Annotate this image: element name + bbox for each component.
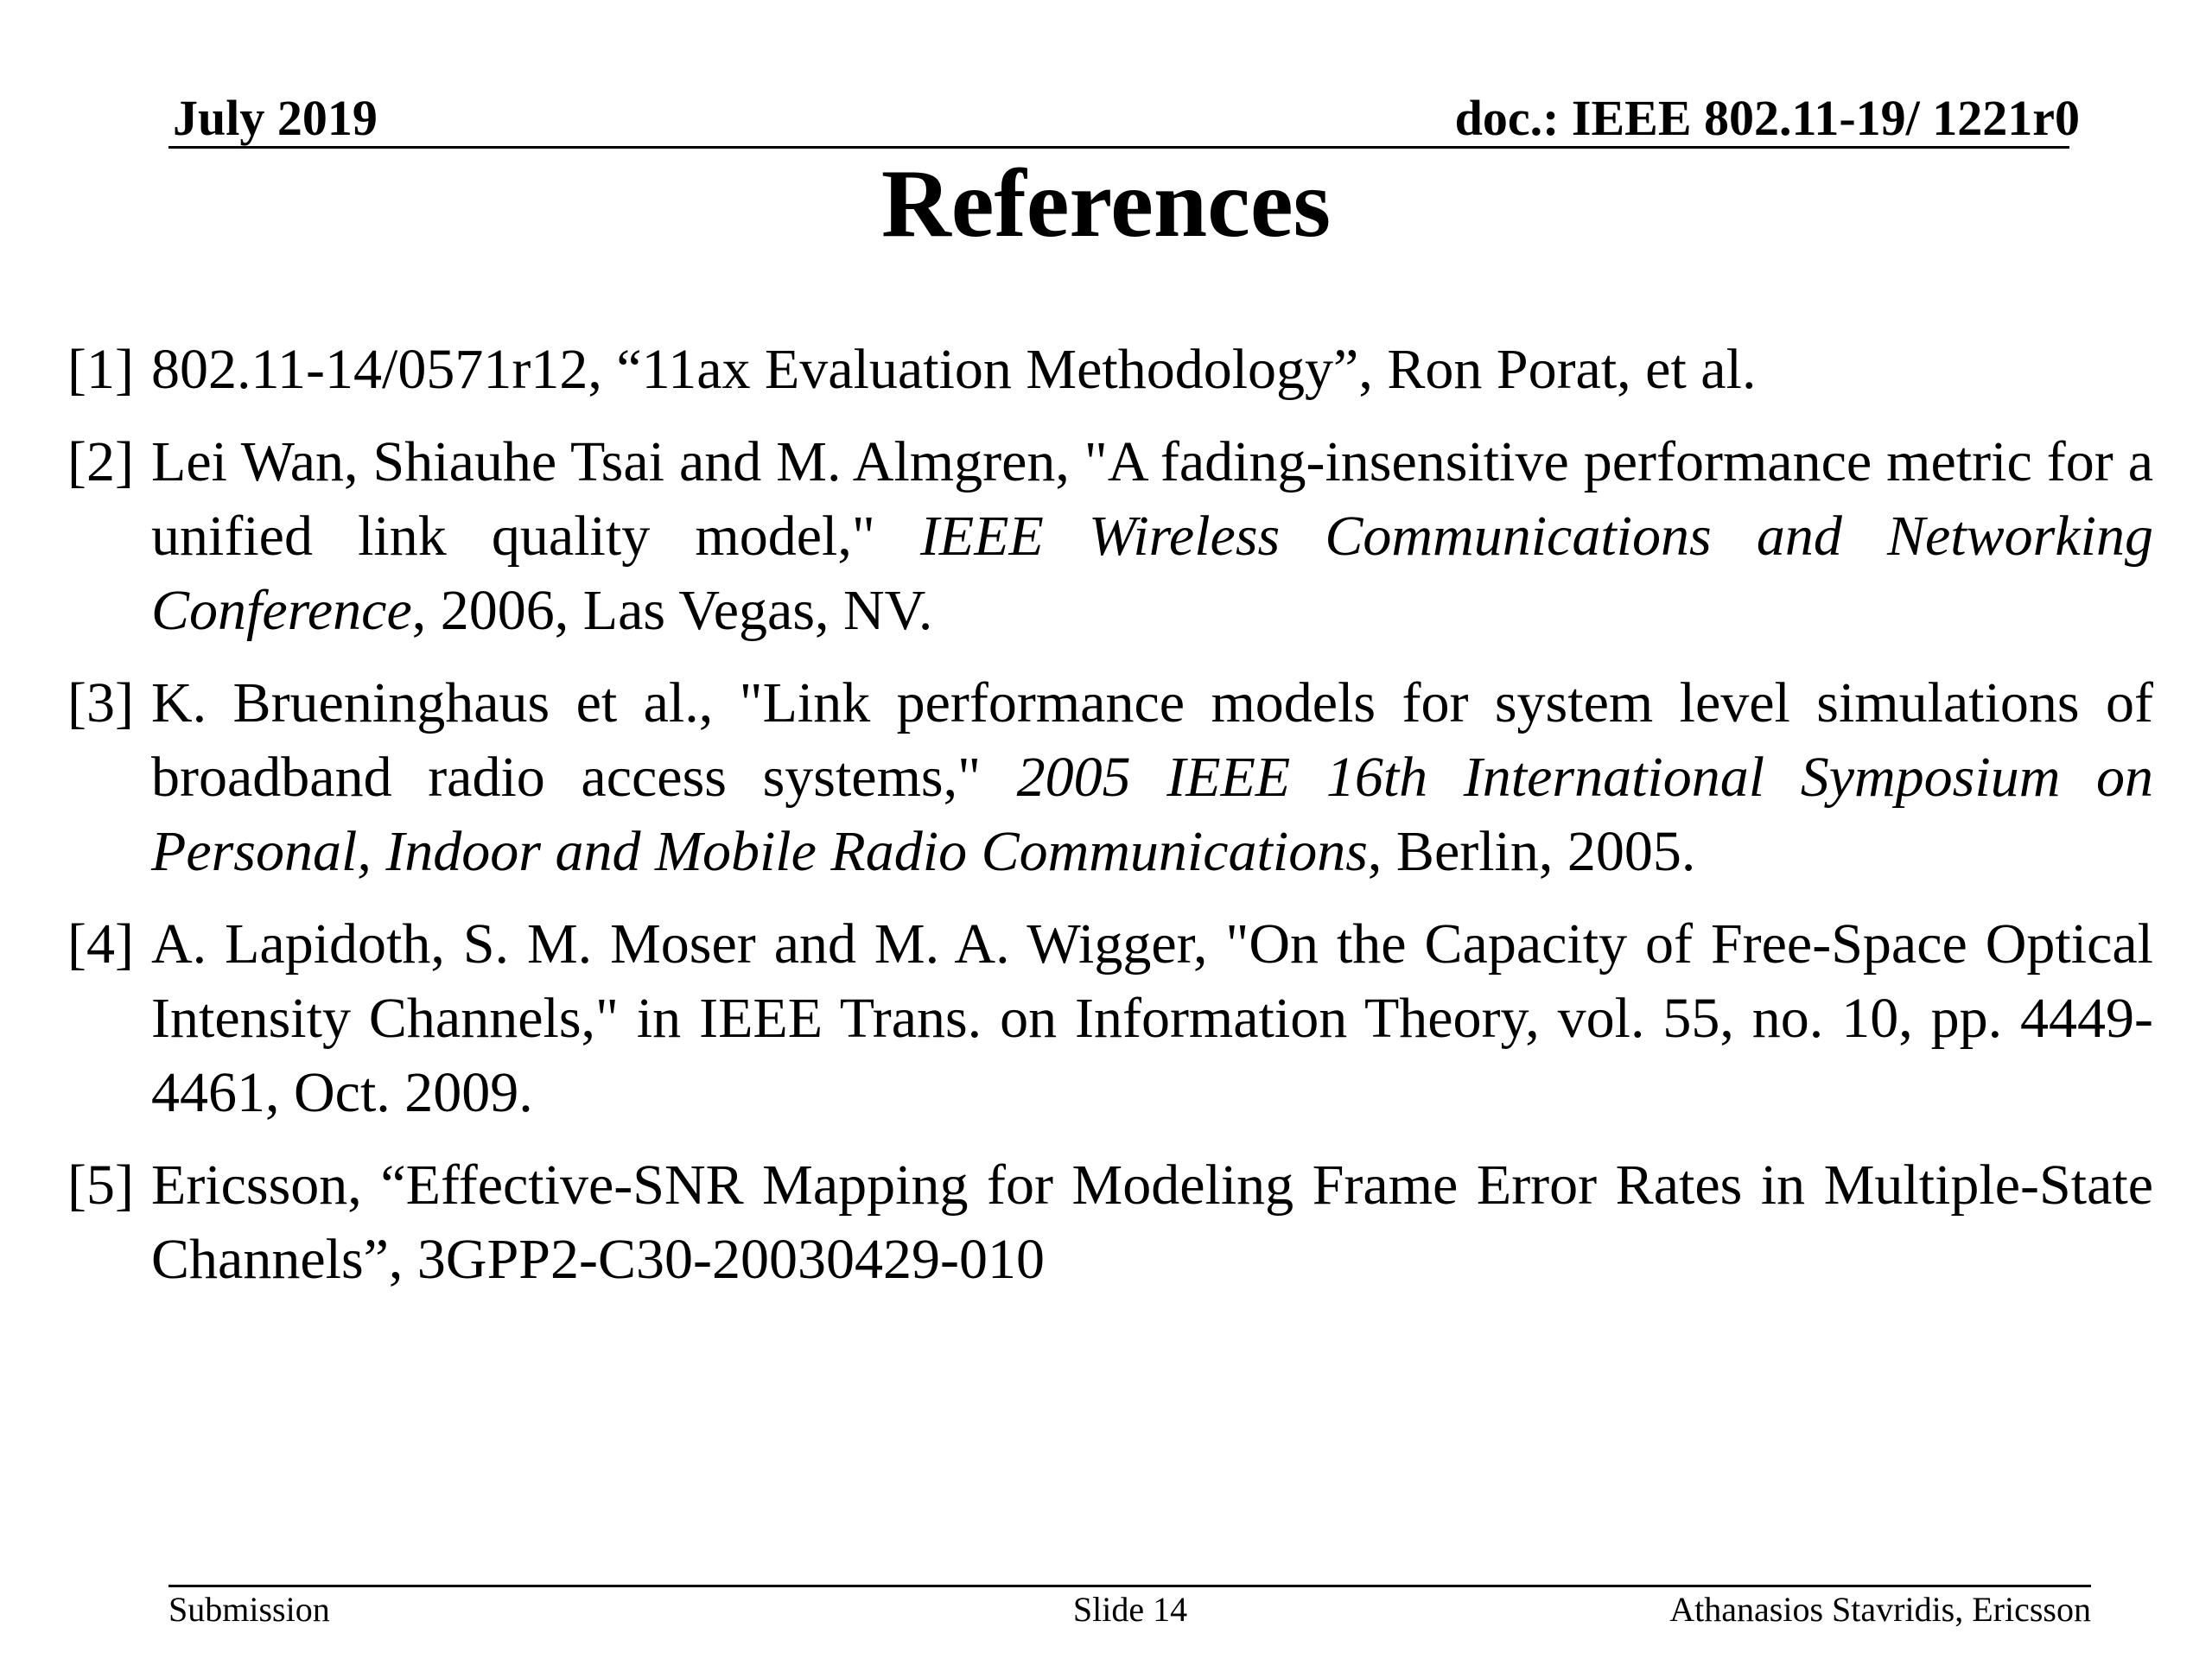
header-divider bbox=[168, 146, 2069, 149]
reference-number: [1] bbox=[67, 338, 134, 401]
header-doc-id: doc.: IEEE 802.11-19/ 1221r0 bbox=[1454, 90, 2080, 146]
reference-item bbox=[67, 666, 2153, 889]
footer-submission: Submission bbox=[168, 1590, 330, 1629]
reference-venue: IEEE Wireless Communications and Networking Conference bbox=[151, 505, 2153, 642]
reference-segment: , 2006, Las Vegas, NV. bbox=[411, 579, 933, 642]
reference-item bbox=[67, 425, 2153, 648]
reference-text bbox=[151, 907, 2153, 1130]
reference-number: [3] bbox=[67, 671, 134, 734]
reference-segment: A. Lapidoth, S. M. Moser and M. A. Wigger, "On the Capacity of Free-Space Optical Intensity Channels," in IEEE Trans. on Information Theory, vol. 55, no. 10, pp. 4449-4461, Oct. 2009. bbox=[151, 912, 2153, 1124]
reference-segment: K. Brueninghaus et al., "Link performance models for system level simulations of broadband radio access systems," bbox=[151, 671, 2153, 809]
reference-number: [4] bbox=[67, 912, 134, 976]
reference-segment: Ericsson, “Effective-SNR Mapping for Modeling Frame Error Rates in Multiple-State Channels”, 3GPP2-C30-20030429-010 bbox=[151, 1154, 2153, 1291]
reference-venue: 2005 IEEE 16th International Symposium on Personal, Indoor and Mobile Radio Communications bbox=[151, 746, 2153, 883]
reference-segment: 802.11-14/0571r12, “11ax Evaluation Methodology”, Ron Porat, et al. bbox=[151, 338, 1757, 401]
reference-segment: Lei Wan, Shiauhe Tsai and M. Almgren, "A fading-insensitive performance metric for a unified link quality model," bbox=[151, 430, 2153, 568]
reference-text bbox=[151, 333, 2153, 407]
footer-author: Athanasios Stavridis, Ericsson bbox=[1669, 1590, 2091, 1629]
reference-item bbox=[67, 1148, 2153, 1297]
reference-item bbox=[67, 907, 2153, 1130]
reference-text bbox=[151, 425, 2153, 648]
reference-text bbox=[151, 1148, 2153, 1297]
references-list bbox=[67, 333, 2153, 1315]
reference-item bbox=[67, 333, 2153, 407]
header-date: July 2019 bbox=[173, 90, 378, 146]
reference-text bbox=[151, 666, 2153, 889]
reference-segment: , Berlin, 2005. bbox=[1367, 820, 1696, 883]
reference-number: [5] bbox=[67, 1154, 134, 1217]
reference-number: [2] bbox=[67, 430, 134, 493]
footer-slide-number: Slide 14 bbox=[1072, 1590, 1188, 1629]
page-title: References bbox=[880, 150, 1332, 257]
footer-divider bbox=[168, 1585, 2091, 1587]
